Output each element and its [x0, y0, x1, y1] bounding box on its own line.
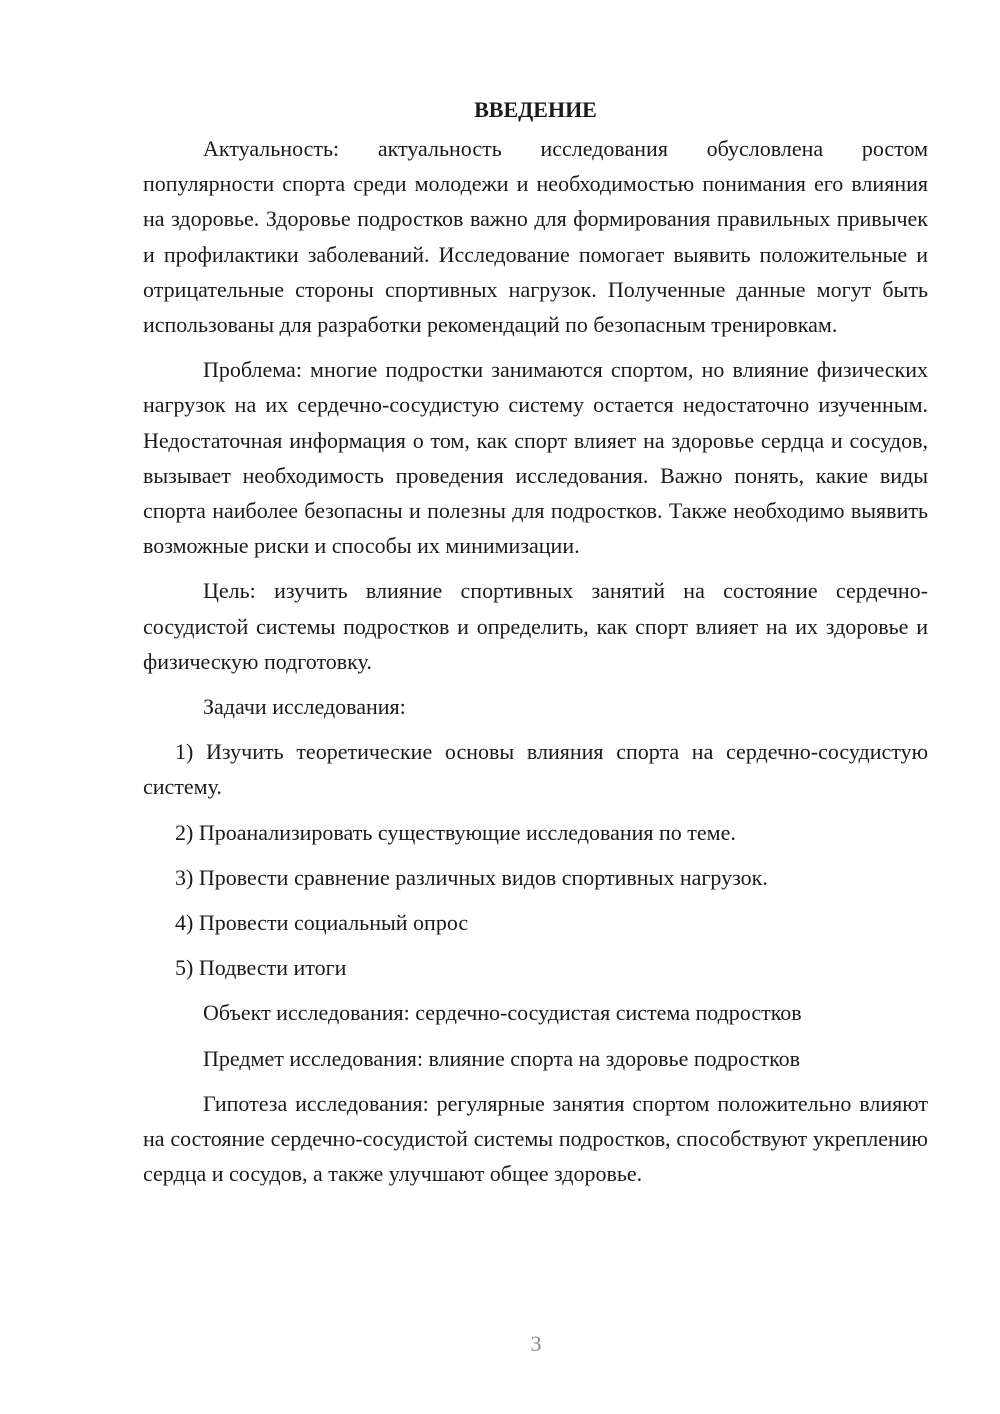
page-content [143, 92, 928, 1201]
task-item: 1) Изучить теоретические основы влияния спорта на сердечно-сосудистую систему. [143, 739, 928, 800]
hypothesis-paragraph: Гипотеза исследования: регулярные занятия спортом положительно влияют на состояние сердечно-сосудистой системы подростков, способствуют укреплению сердца и сосудов, а также улучшают общее здоровье. [143, 1090, 928, 1187]
task-item: 3) Провести сравнение различных видов спортивных нагрузок. [175, 864, 768, 890]
task-item: 5) Подвести итоги [175, 955, 347, 981]
page-number: 3 [530, 1331, 542, 1356]
tasks-heading: Задачи исследования: [203, 694, 406, 720]
problem-paragraph: Проблема: многие подростки занимаются спортом, но влияние физических нагрузок на их сердечно-сосудистую систему остается недостаточно изученным. Недостаточная информация о том, как спорт влияет на здоровье сердца и сосудов, вызывает необходимость проведения исследования. Важно понять, какие виды спорта наиболее безопасны и полезны для подростков. Также необходимо выявить возможные риски и способы их минимизации. [143, 357, 928, 559]
goal-paragraph: Цель: изучить влияние спортивных занятий на состояние сердечно-сосудистой системы подростков и определить, как спорт влияет на их здоровье и физическую подготовку. [143, 578, 928, 674]
page-title: ВВЕДЕНИЕ [474, 97, 597, 122]
task-item: 2) Проанализировать существующие исследования по теме. [175, 819, 736, 845]
subject-paragraph: Предмет исследования: влияние спорта на здоровье подростков [203, 1045, 801, 1071]
tasks-list [143, 734, 928, 985]
task-item: 4) Провести социальный опрос [175, 910, 469, 936]
relevance-paragraph: Актуальность: актуальность исследования обусловлена ростом популярности спорта среди молодежи и необходимостью понимания его влияния на здоровье. Здоровье подростков важно для формирования правильных привычек и профилактики заболеваний. Исследование помогает выявить положительные и отрицательные стороны спортивных нагрузок. Полученные данные могут быть использованы для разработки рекомендаций по безопасным тренировкам. [143, 136, 928, 338]
object-paragraph: Объект исследования: сердечно-сосудистая система подростков [203, 1000, 802, 1026]
